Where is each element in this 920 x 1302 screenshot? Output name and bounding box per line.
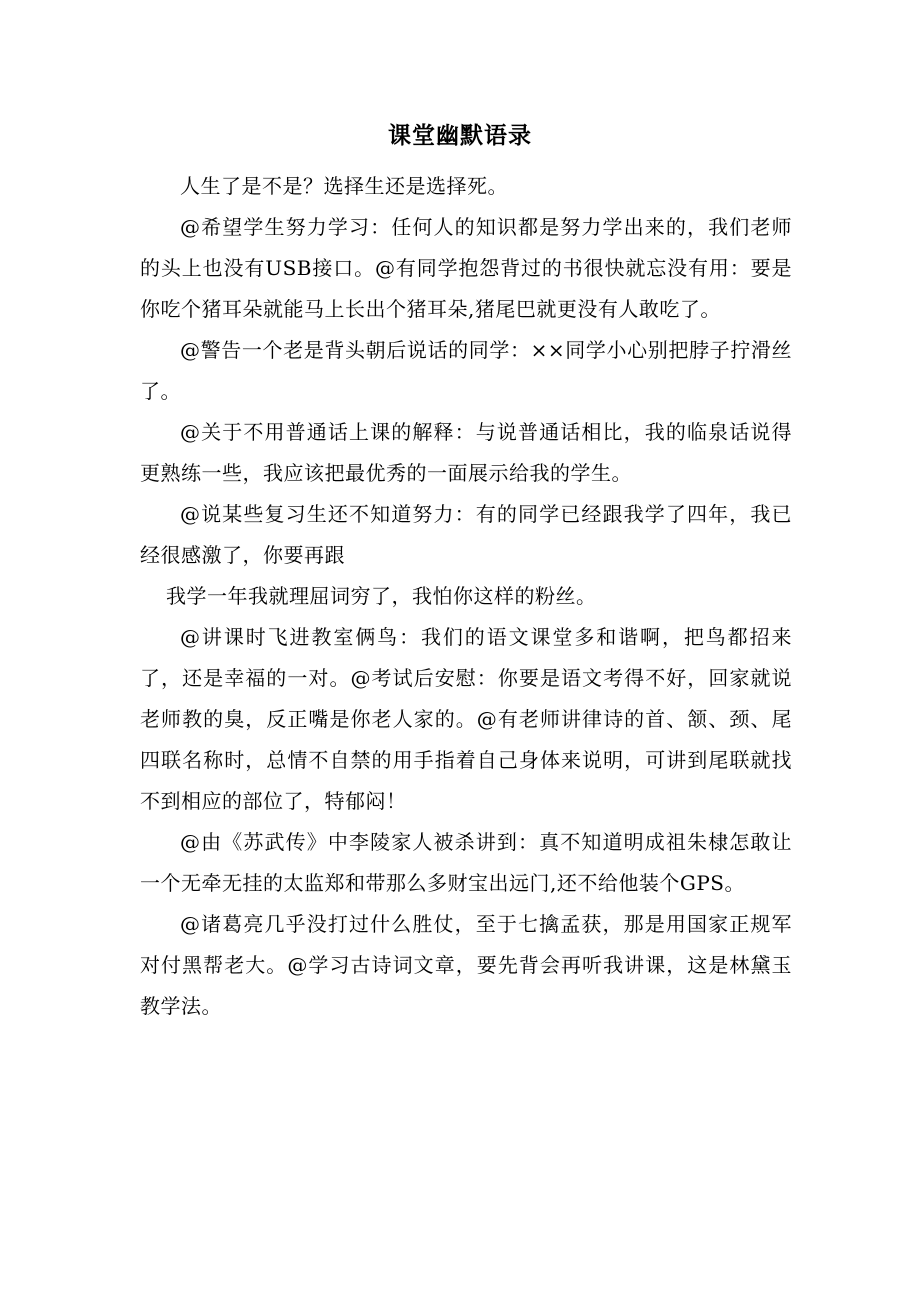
paragraph: @由《苏武传》中李陵家人被杀讲到：真不知道明成祖朱棣怎敢让一个无牵无挂的太监郑和带那么多财宝出远门,还不给他装个GPS。 (140, 830, 792, 895)
paragraph: 人生了是不是？选择生还是选择死。 (180, 174, 508, 198)
paragraph: @讲课时飞进教室俩鸟：我们的语文课堂多和谐啊，把鸟都招来了，还是幸福的一对。@考试后安慰：你要是语文考得不好，回家就说老师教的臭，反正嘴是你老人家的。@有老师讲律诗的首、颔、颈、尾四联名称时，总情不自禁的用手指着自己身体来说明，可讲到尾联就找不到相应的部位了，特郁闷！ (140, 625, 792, 813)
document-body (140, 166, 792, 1027)
paragraph: @诸葛亮几乎没打过什么胜仗，至于七擒孟获，那是用国家正规军对付黑帮老大。@学习古诗词文章，要先背会再听我讲课，这是林黛玉教学法。 (140, 912, 792, 1018)
paragraph: @希望学生努力学习：任何人的知识都是努力学出来的，我们老师的头上也没有USB接口。@有同学抱怨背过的书很快就忘没有用：要是你吃个猪耳朵就能马上长出个猪耳朵,猪尾巴就更没有人敢吃了。 (140, 215, 792, 321)
paragraph: @警告一个老是背头朝后说话的同学：××同学小心别把脖子拧滑丝了。 (140, 338, 792, 403)
document-title: 课堂幽默语录 (388, 122, 532, 149)
paragraph: @关于不用普通话上课的解释：与说普通话相比，我的临泉话说得更熟练一些，我应该把最优秀的一面展示给我的学生。 (140, 420, 792, 485)
paragraph: @说某些复习生还不知道努力：有的同学已经跟我学了四年，我已经很感激了，你要再跟 (140, 502, 792, 567)
paragraph: 我学一年我就理屈词穷了，我怕你这样的粉丝。 (166, 584, 597, 608)
